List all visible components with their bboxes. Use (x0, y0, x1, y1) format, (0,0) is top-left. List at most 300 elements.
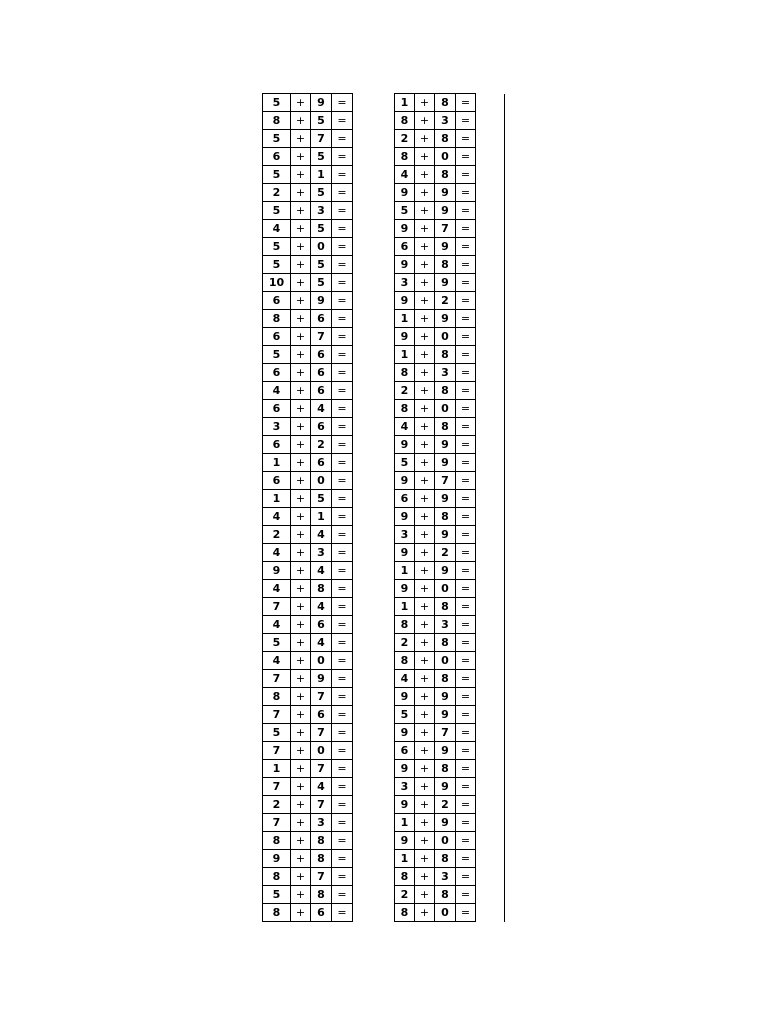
left-addend-2-cell: 6 (311, 310, 332, 328)
right-addend-1-cell: 4 (395, 166, 415, 184)
left-plus-sign-cell: + (291, 850, 311, 868)
left-addend-1-cell: 8 (263, 868, 291, 886)
left-plus-sign-cell: + (291, 292, 311, 310)
left-addend-2-cell: 9 (311, 94, 332, 112)
right-answer-cell[interactable] (476, 400, 505, 418)
left-addend-2-cell: 4 (311, 400, 332, 418)
left-answer-cell[interactable] (353, 310, 395, 328)
left-answer-cell[interactable] (353, 562, 395, 580)
left-addend-2-cell: 5 (311, 274, 332, 292)
left-addend-2-cell: 0 (311, 742, 332, 760)
left-addend-2-cell: 3 (311, 202, 332, 220)
right-answer-cell[interactable] (476, 166, 505, 184)
right-addend-1-cell: 9 (395, 292, 415, 310)
left-answer-cell[interactable] (353, 238, 395, 256)
right-answer-cell[interactable] (476, 454, 505, 472)
left-addend-1-cell: 7 (263, 742, 291, 760)
left-answer-cell[interactable] (353, 706, 395, 724)
left-answer-cell[interactable] (353, 364, 395, 382)
left-plus-sign-cell: + (291, 382, 311, 400)
right-addend-2-cell: 9 (435, 490, 456, 508)
table-row (263, 652, 505, 670)
left-addend-1-cell: 6 (263, 148, 291, 166)
left-answer-cell[interactable] (353, 400, 395, 418)
right-equals-sign-cell: = (456, 508, 476, 526)
left-addend-1-cell: 7 (263, 598, 291, 616)
right-plus-sign-cell: + (415, 418, 435, 436)
right-answer-cell[interactable] (476, 256, 505, 274)
right-answer-cell[interactable] (476, 886, 505, 904)
left-addend-1-cell: 5 (263, 166, 291, 184)
right-addend-2-cell: 0 (435, 904, 456, 922)
left-equals-sign-cell: = (332, 238, 353, 256)
right-answer-cell[interactable] (476, 706, 505, 724)
left-plus-sign-cell: + (291, 868, 311, 886)
table-row (263, 184, 505, 202)
left-addend-2-cell: 1 (311, 166, 332, 184)
right-equals-sign-cell: = (456, 112, 476, 130)
right-equals-sign-cell: = (456, 526, 476, 544)
right-plus-sign-cell: + (415, 382, 435, 400)
right-plus-sign-cell: + (415, 184, 435, 202)
right-answer-cell[interactable] (476, 310, 505, 328)
right-answer-cell[interactable] (476, 814, 505, 832)
left-addend-2-cell: 4 (311, 778, 332, 796)
left-addend-2-cell: 6 (311, 382, 332, 400)
right-equals-sign-cell: = (456, 292, 476, 310)
left-equals-sign-cell: = (332, 886, 353, 904)
left-addend-1-cell: 6 (263, 400, 291, 418)
right-addend-2-cell: 9 (435, 814, 456, 832)
table-row (263, 688, 505, 706)
right-plus-sign-cell: + (415, 706, 435, 724)
right-answer-cell[interactable] (476, 868, 505, 886)
left-answer-cell[interactable] (353, 472, 395, 490)
left-answer-cell[interactable] (353, 256, 395, 274)
right-equals-sign-cell: = (456, 598, 476, 616)
right-plus-sign-cell: + (415, 436, 435, 454)
right-equals-sign-cell: = (456, 94, 476, 112)
left-answer-cell[interactable] (353, 778, 395, 796)
right-addend-2-cell: 3 (435, 868, 456, 886)
right-addend-1-cell: 8 (395, 148, 415, 166)
left-answer-cell[interactable] (353, 868, 395, 886)
table-row (263, 166, 505, 184)
table-row (263, 544, 505, 562)
right-equals-sign-cell: = (456, 400, 476, 418)
left-addend-1-cell: 2 (263, 526, 291, 544)
left-addend-2-cell: 6 (311, 418, 332, 436)
right-plus-sign-cell: + (415, 508, 435, 526)
table-row (263, 562, 505, 580)
left-equals-sign-cell: = (332, 184, 353, 202)
left-answer-cell[interactable] (353, 814, 395, 832)
left-addend-1-cell: 5 (263, 94, 291, 112)
right-answer-cell[interactable] (476, 148, 505, 166)
right-plus-sign-cell: + (415, 94, 435, 112)
left-equals-sign-cell: = (332, 148, 353, 166)
right-answer-cell[interactable] (476, 562, 505, 580)
left-answer-cell[interactable] (353, 886, 395, 904)
right-plus-sign-cell: + (415, 562, 435, 580)
left-addend-2-cell: 7 (311, 130, 332, 148)
right-addend-2-cell: 2 (435, 796, 456, 814)
right-plus-sign-cell: + (415, 832, 435, 850)
left-addend-2-cell: 8 (311, 850, 332, 868)
right-addend-1-cell: 2 (395, 382, 415, 400)
left-answer-cell[interactable] (353, 454, 395, 472)
table-row (263, 400, 505, 418)
left-addend-1-cell: 2 (263, 184, 291, 202)
left-addend-2-cell: 4 (311, 598, 332, 616)
left-addend-2-cell: 4 (311, 526, 332, 544)
right-answer-cell[interactable] (476, 364, 505, 382)
right-addend-1-cell: 9 (395, 472, 415, 490)
left-answer-cell[interactable] (353, 508, 395, 526)
right-equals-sign-cell: = (456, 274, 476, 292)
left-answer-cell[interactable] (353, 220, 395, 238)
right-plus-sign-cell: + (415, 796, 435, 814)
right-answer-cell[interactable] (476, 130, 505, 148)
right-answer-cell[interactable] (476, 778, 505, 796)
right-answer-cell[interactable] (476, 832, 505, 850)
right-answer-cell[interactable] (476, 670, 505, 688)
right-plus-sign-cell: + (415, 292, 435, 310)
left-equals-sign-cell: = (332, 166, 353, 184)
right-answer-cell[interactable] (476, 544, 505, 562)
right-answer-cell[interactable] (476, 850, 505, 868)
right-answer-cell[interactable] (476, 274, 505, 292)
right-equals-sign-cell: = (456, 346, 476, 364)
right-addend-1-cell: 6 (395, 238, 415, 256)
right-answer-cell[interactable] (476, 94, 505, 112)
left-addend-2-cell: 7 (311, 868, 332, 886)
left-addend-1-cell: 6 (263, 436, 291, 454)
left-answer-cell[interactable] (353, 184, 395, 202)
table-row (263, 256, 505, 274)
right-addend-2-cell: 9 (435, 274, 456, 292)
table-row (263, 634, 505, 652)
left-equals-sign-cell: = (332, 310, 353, 328)
right-answer-cell[interactable] (476, 472, 505, 490)
left-plus-sign-cell: + (291, 652, 311, 670)
left-answer-cell[interactable] (353, 652, 395, 670)
left-equals-sign-cell: = (332, 472, 353, 490)
table-row (263, 832, 505, 850)
right-answer-cell[interactable] (476, 382, 505, 400)
left-answer-cell[interactable] (353, 148, 395, 166)
left-answer-cell[interactable] (353, 274, 395, 292)
right-equals-sign-cell: = (456, 904, 476, 922)
left-answer-cell[interactable] (353, 202, 395, 220)
left-addend-1-cell: 4 (263, 580, 291, 598)
left-answer-cell[interactable] (353, 418, 395, 436)
table-row (263, 202, 505, 220)
right-addend-1-cell: 8 (395, 868, 415, 886)
left-addend-2-cell: 7 (311, 724, 332, 742)
left-addend-2-cell: 6 (311, 706, 332, 724)
left-equals-sign-cell: = (332, 328, 353, 346)
right-answer-cell[interactable] (476, 598, 505, 616)
left-equals-sign-cell: = (332, 544, 353, 562)
left-answer-cell[interactable] (353, 724, 395, 742)
left-equals-sign-cell: = (332, 508, 353, 526)
left-plus-sign-cell: + (291, 742, 311, 760)
left-equals-sign-cell: = (332, 364, 353, 382)
right-answer-cell[interactable] (476, 238, 505, 256)
left-addend-2-cell: 7 (311, 688, 332, 706)
table-row (263, 454, 505, 472)
right-addend-2-cell: 8 (435, 508, 456, 526)
table-row (263, 886, 505, 904)
right-answer-cell[interactable] (476, 436, 505, 454)
right-plus-sign-cell: + (415, 814, 435, 832)
left-equals-sign-cell: = (332, 562, 353, 580)
right-addend-1-cell: 9 (395, 724, 415, 742)
left-addend-1-cell: 10 (263, 274, 291, 292)
right-addend-2-cell: 9 (435, 238, 456, 256)
left-answer-cell[interactable] (353, 904, 395, 922)
left-answer-cell[interactable] (353, 94, 395, 112)
right-addend-2-cell: 8 (435, 166, 456, 184)
left-equals-sign-cell: = (332, 904, 353, 922)
right-answer-cell[interactable] (476, 580, 505, 598)
right-equals-sign-cell: = (456, 652, 476, 670)
left-plus-sign-cell: + (291, 562, 311, 580)
right-equals-sign-cell: = (456, 868, 476, 886)
table-row (263, 238, 505, 256)
right-equals-sign-cell: = (456, 634, 476, 652)
right-addend-2-cell: 9 (435, 526, 456, 544)
left-addend-1-cell: 3 (263, 418, 291, 436)
left-answer-cell[interactable] (353, 670, 395, 688)
left-equals-sign-cell: = (332, 112, 353, 130)
table-row (263, 850, 505, 868)
right-equals-sign-cell: = (456, 382, 476, 400)
right-answer-cell[interactable] (476, 112, 505, 130)
addition-worksheet-table (262, 93, 505, 922)
left-answer-cell[interactable] (353, 742, 395, 760)
right-addend-1-cell: 1 (395, 598, 415, 616)
left-plus-sign-cell: + (291, 724, 311, 742)
left-answer-cell[interactable] (353, 688, 395, 706)
worksheet-body (263, 94, 505, 922)
right-answer-cell[interactable] (476, 292, 505, 310)
right-equals-sign-cell: = (456, 616, 476, 634)
table-row (263, 760, 505, 778)
table-row (263, 292, 505, 310)
right-answer-cell[interactable] (476, 724, 505, 742)
left-answer-cell[interactable] (353, 760, 395, 778)
right-equals-sign-cell: = (456, 436, 476, 454)
right-addend-2-cell: 8 (435, 130, 456, 148)
table-row (263, 472, 505, 490)
left-answer-cell[interactable] (353, 382, 395, 400)
left-equals-sign-cell: = (332, 634, 353, 652)
right-equals-sign-cell: = (456, 256, 476, 274)
left-plus-sign-cell: + (291, 688, 311, 706)
left-answer-cell[interactable] (353, 832, 395, 850)
left-equals-sign-cell: = (332, 454, 353, 472)
right-addend-2-cell: 7 (435, 220, 456, 238)
left-plus-sign-cell: + (291, 796, 311, 814)
left-addend-2-cell: 8 (311, 580, 332, 598)
right-equals-sign-cell: = (456, 886, 476, 904)
table-row (263, 526, 505, 544)
right-equals-sign-cell: = (456, 418, 476, 436)
right-plus-sign-cell: + (415, 328, 435, 346)
right-addend-1-cell: 4 (395, 418, 415, 436)
right-addend-2-cell: 9 (435, 202, 456, 220)
left-answer-cell[interactable] (353, 346, 395, 364)
left-plus-sign-cell: + (291, 256, 311, 274)
right-addend-1-cell: 9 (395, 184, 415, 202)
left-plus-sign-cell: + (291, 580, 311, 598)
right-addend-1-cell: 3 (395, 778, 415, 796)
left-equals-sign-cell: = (332, 868, 353, 886)
left-plus-sign-cell: + (291, 814, 311, 832)
right-answer-cell[interactable] (476, 508, 505, 526)
right-answer-cell[interactable] (476, 634, 505, 652)
table-row (263, 436, 505, 454)
right-equals-sign-cell: = (456, 184, 476, 202)
left-answer-cell[interactable] (353, 634, 395, 652)
right-answer-cell[interactable] (476, 328, 505, 346)
right-answer-cell[interactable] (476, 796, 505, 814)
right-answer-cell[interactable] (476, 652, 505, 670)
right-addend-2-cell: 8 (435, 382, 456, 400)
right-addend-2-cell: 9 (435, 454, 456, 472)
right-plus-sign-cell: + (415, 868, 435, 886)
left-plus-sign-cell: + (291, 112, 311, 130)
right-answer-cell[interactable] (476, 688, 505, 706)
right-addend-2-cell: 9 (435, 310, 456, 328)
right-addend-2-cell: 8 (435, 850, 456, 868)
right-plus-sign-cell: + (415, 904, 435, 922)
left-equals-sign-cell: = (332, 256, 353, 274)
left-plus-sign-cell: + (291, 544, 311, 562)
table-row (263, 670, 505, 688)
right-answer-cell[interactable] (476, 760, 505, 778)
left-answer-cell[interactable] (353, 526, 395, 544)
right-addend-1-cell: 9 (395, 256, 415, 274)
right-answer-cell[interactable] (476, 742, 505, 760)
right-answer-cell[interactable] (476, 220, 505, 238)
table-row (263, 490, 505, 508)
left-plus-sign-cell: + (291, 274, 311, 292)
table-row (263, 130, 505, 148)
left-plus-sign-cell: + (291, 436, 311, 454)
table-row (263, 148, 505, 166)
left-equals-sign-cell: = (332, 292, 353, 310)
right-plus-sign-cell: + (415, 580, 435, 598)
left-addend-2-cell: 6 (311, 616, 332, 634)
left-addend-1-cell: 7 (263, 670, 291, 688)
right-answer-cell[interactable] (476, 184, 505, 202)
left-plus-sign-cell: + (291, 526, 311, 544)
right-addend-1-cell: 8 (395, 616, 415, 634)
left-plus-sign-cell: + (291, 886, 311, 904)
left-answer-cell[interactable] (353, 130, 395, 148)
left-addend-1-cell: 2 (263, 796, 291, 814)
table-row (263, 418, 505, 436)
table-row (263, 724, 505, 742)
right-answer-cell[interactable] (476, 418, 505, 436)
right-answer-cell[interactable] (476, 616, 505, 634)
left-answer-cell[interactable] (353, 616, 395, 634)
left-answer-cell[interactable] (353, 544, 395, 562)
left-answer-cell[interactable] (353, 436, 395, 454)
right-plus-sign-cell: + (415, 238, 435, 256)
right-addend-1-cell: 2 (395, 886, 415, 904)
left-plus-sign-cell: + (291, 238, 311, 256)
table-row (263, 904, 505, 922)
left-plus-sign-cell: + (291, 598, 311, 616)
left-answer-cell[interactable] (353, 292, 395, 310)
left-answer-cell[interactable] (353, 490, 395, 508)
right-equals-sign-cell: = (456, 760, 476, 778)
right-equals-sign-cell: = (456, 454, 476, 472)
left-equals-sign-cell: = (332, 778, 353, 796)
left-plus-sign-cell: + (291, 364, 311, 382)
left-plus-sign-cell: + (291, 148, 311, 166)
right-addend-2-cell: 0 (435, 832, 456, 850)
right-addend-1-cell: 9 (395, 220, 415, 238)
right-addend-1-cell: 1 (395, 346, 415, 364)
left-answer-cell[interactable] (353, 850, 395, 868)
left-answer-cell[interactable] (353, 580, 395, 598)
left-addend-1-cell: 4 (263, 508, 291, 526)
left-addend-1-cell: 4 (263, 616, 291, 634)
right-answer-cell[interactable] (476, 346, 505, 364)
right-answer-cell[interactable] (476, 490, 505, 508)
left-addend-1-cell: 5 (263, 346, 291, 364)
left-addend-1-cell: 5 (263, 256, 291, 274)
right-answer-cell[interactable] (476, 202, 505, 220)
left-answer-cell[interactable] (353, 598, 395, 616)
right-equals-sign-cell: = (456, 796, 476, 814)
right-plus-sign-cell: + (415, 544, 435, 562)
right-addend-2-cell: 7 (435, 472, 456, 490)
right-addend-1-cell: 8 (395, 112, 415, 130)
right-plus-sign-cell: + (415, 652, 435, 670)
left-addend-1-cell: 1 (263, 454, 291, 472)
right-plus-sign-cell: + (415, 760, 435, 778)
right-answer-cell[interactable] (476, 904, 505, 922)
left-answer-cell[interactable] (353, 796, 395, 814)
left-addend-1-cell: 5 (263, 634, 291, 652)
left-equals-sign-cell: = (332, 220, 353, 238)
left-answer-cell[interactable] (353, 166, 395, 184)
left-addend-1-cell: 8 (263, 112, 291, 130)
left-addend-1-cell: 9 (263, 850, 291, 868)
right-plus-sign-cell: + (415, 472, 435, 490)
right-answer-cell[interactable] (476, 526, 505, 544)
right-plus-sign-cell: + (415, 778, 435, 796)
right-addend-1-cell: 1 (395, 310, 415, 328)
left-addend-2-cell: 5 (311, 184, 332, 202)
table-row (263, 580, 505, 598)
right-plus-sign-cell: + (415, 454, 435, 472)
right-equals-sign-cell: = (456, 238, 476, 256)
left-answer-cell[interactable] (353, 328, 395, 346)
left-addend-1-cell: 6 (263, 292, 291, 310)
left-plus-sign-cell: + (291, 778, 311, 796)
right-equals-sign-cell: = (456, 562, 476, 580)
right-plus-sign-cell: + (415, 526, 435, 544)
left-addend-1-cell: 6 (263, 472, 291, 490)
left-answer-cell[interactable] (353, 112, 395, 130)
